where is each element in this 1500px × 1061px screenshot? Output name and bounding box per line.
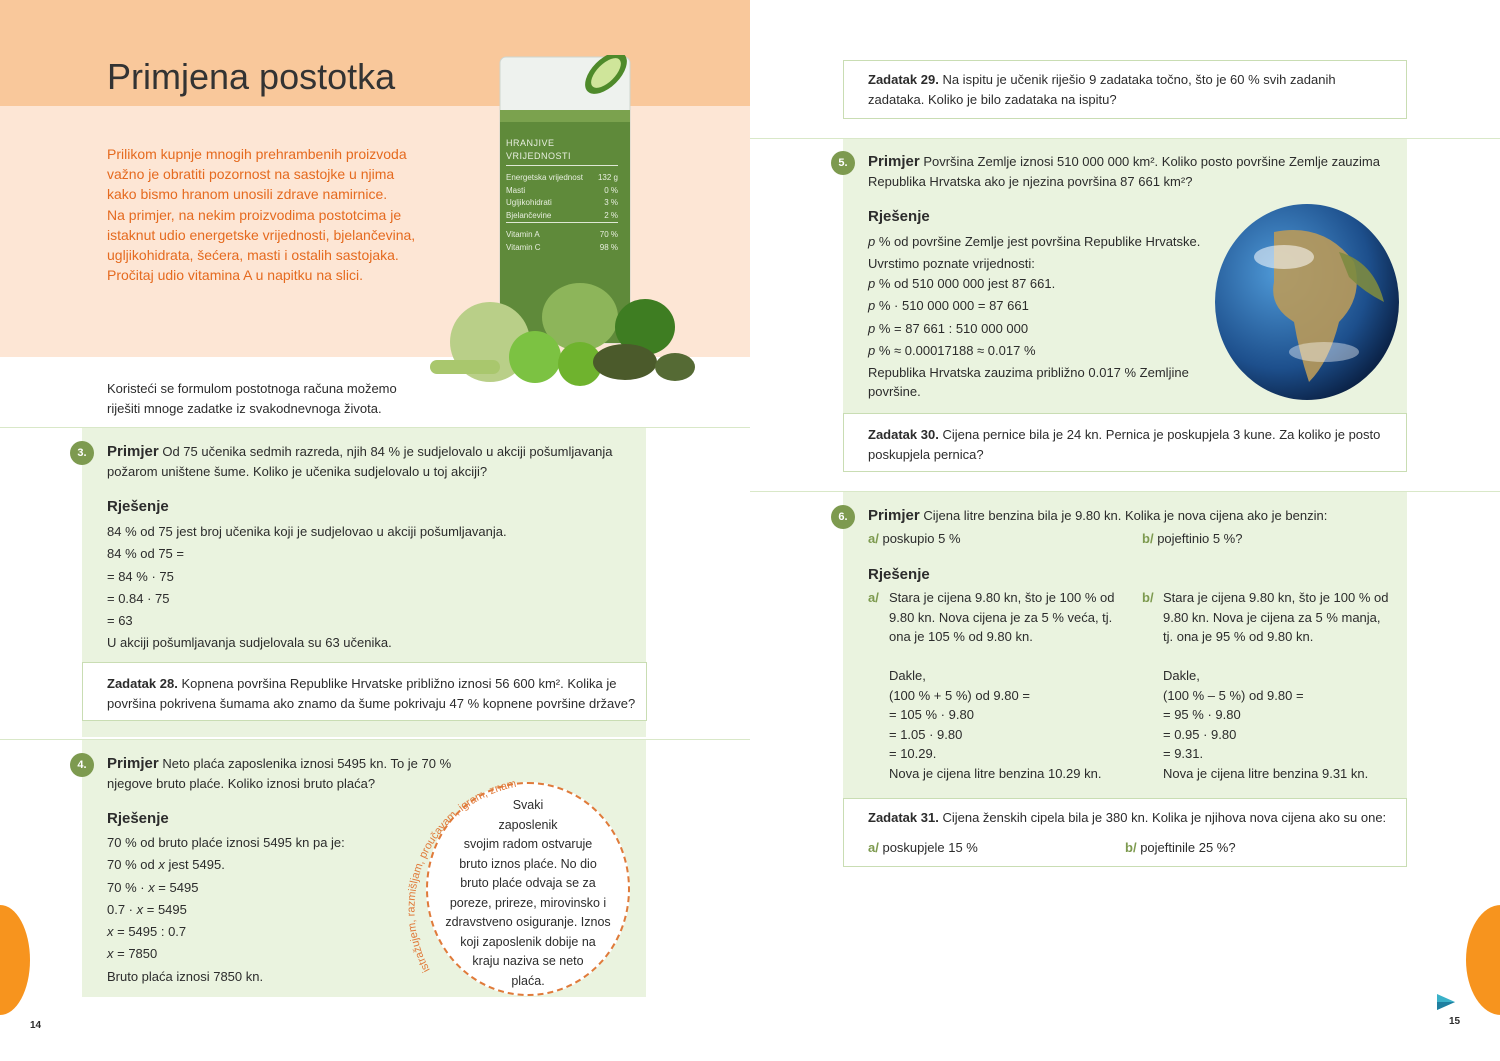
nutrition-row: Energetska vrijednost 132 g — [506, 173, 618, 182]
solution-line: U akciji pošumljavanja sudjelovala su 63 učenika. — [107, 635, 392, 651]
example-text: Cijena litre benzina bila je 9.80 kn. Kolika je nova cijena ako je benzin: — [923, 508, 1328, 523]
bubble-text — [428, 796, 628, 991]
intro-text — [107, 144, 415, 285]
lead-line: Koristeći se formulom postotnoga računa možemo — [107, 381, 397, 396]
bubble-line: kraju naziva se neto — [472, 954, 584, 968]
nutrition-row: Bjelančevine 2 % — [506, 210, 618, 224]
question-b: b/ pojeftinio 5 %? — [1142, 531, 1243, 546]
bubble-line: Svaki — [512, 798, 544, 812]
question-a: a/ poskupio 5 % — [868, 531, 961, 546]
example-number-badge: 4. — [70, 753, 94, 777]
task-28-text — [107, 674, 642, 714]
answer-b: Stara je cijena 9.80 kn, što je 100 % od 9.80 kn. Nova je cijena za 5 % manja, tj. ona je 95 % od 9.80 kn. Dakle, (100 % – 5 %) od 9.80 = = 95 % · 9.80 = 0.95 · 9.80 = 9.31. Nova je cijena litre benzina 9.31 kn. — [1163, 590, 1389, 781]
example-text: Republika Hrvatska ako je njezina površina 87 661 km²? — [868, 174, 1193, 189]
page-number: 15 — [1449, 1016, 1461, 1027]
example-label: Primjer — [868, 507, 920, 524]
example-text: Površina Zemlje iznosi 510 000 000 km². Koliko posto površine Zemlje zauzima — [923, 154, 1380, 169]
answer-a-label: a/ — [868, 590, 879, 605]
task-text: Na ispitu je učenik riješio 9 zadataka točno, što je 60 % svih zadanih — [942, 72, 1336, 87]
solution-line: 0.7 · x = 5495 — [107, 901, 187, 917]
vegetables-icon — [430, 282, 700, 387]
task-label: Zadatak 28. — [107, 676, 178, 691]
example-6-question — [868, 506, 1327, 526]
example-label: Primjer — [868, 153, 920, 170]
solution-line: p % od 510 000 000 jest 87 661. — [868, 275, 1056, 291]
task-text: poskupjela pernica? — [868, 447, 984, 462]
lead-text — [107, 379, 397, 419]
answer-b-label: b/ — [1142, 590, 1154, 605]
task-text: Cijena pernice bila je 24 kn. Pernica je poskupjela 3 kune. Za koliko je posto — [942, 427, 1381, 442]
bubble-line: svojim radom ostvaruje — [463, 837, 593, 851]
task-30-text — [868, 425, 1398, 465]
intro-line: istaknut udio energetske vrijednosti, bjelančevina, — [107, 226, 416, 243]
intro-line: Prilikom kupnje mnogih prehrambenih proizvoda — [107, 146, 407, 162]
task-29-text — [868, 70, 1398, 110]
example-number-badge: 6. — [831, 505, 855, 529]
intro-line: Pročitaj udio vitamina A u napitku na slici. — [107, 267, 364, 284]
solution-line: x = 5495 : 0.7 — [107, 924, 187, 940]
bubble-line: bruto plaće odvaja se za — [460, 876, 596, 890]
intro-line: važno je obratiti pozornost na sastojke u njima — [107, 166, 395, 183]
task-label: Zadatak 31. — [868, 810, 939, 825]
nutrition-heading: HRANJIVE VRIJEDNOSTI — [506, 137, 618, 166]
solution-heading: Rješenje — [868, 208, 930, 225]
page-number: 14 — [30, 1020, 42, 1031]
solution-line: = 0.84 · 75 — [107, 590, 170, 606]
example-text: Od 75 učenika sedmih razreda, njih 84 % je sudjelovalo u akciji pošumljavanja — [162, 444, 613, 459]
solution-line: 84 % od 75 jest broj učenika koji je sudjelovao u akciji pošumljavanja. — [107, 524, 507, 539]
bubble-line: plaća. — [511, 973, 545, 988]
example-text: požarom uništene šume. Koliko je učenika sudjelovalo u toj akciji? — [107, 464, 488, 479]
task-31-b: b/ pojeftinile 25 %? — [1125, 840, 1236, 855]
task-label: Zadatak 29. — [868, 72, 939, 87]
nutrition-row: Ugljikohidrati 3 % — [506, 198, 618, 207]
solution-line: p % = 87 661 : 510 000 000 — [868, 320, 1029, 336]
solution-line: p % · 510 000 000 = 87 661 — [868, 298, 1029, 313]
solution-line: Republika Hrvatska zauzima približno 0.017 % Zemljine — [868, 364, 1189, 380]
task-text: površina pokrivena šumama ako znamo da šume pokrivaju 47 % kopnene površine države? — [107, 696, 636, 711]
solution-heading: Rješenje — [107, 810, 169, 827]
nutrition-row: Vitamin A 70 % — [506, 230, 618, 239]
solution-line: = 84 % · 75 — [107, 568, 174, 584]
example-number-badge: 3. — [70, 441, 94, 465]
solution-line: Uvrstimo poznate vrijednosti: — [868, 255, 1035, 271]
example-text: njegove bruto plaće. Koliko iznosi bruto plaća? — [107, 776, 376, 791]
lead-line: riješiti mnoge zadatke iz svakodnevnoga života. — [107, 401, 382, 416]
left-corner-circle — [0, 905, 30, 1015]
example-text: Neto plaća zaposlenika iznosi 5495 kn. To je 70 % — [162, 756, 452, 771]
example-number-badge: 5. — [831, 151, 855, 175]
solution-line: p % ≈ 0.00017188 ≈ 0.017 % — [868, 343, 1036, 358]
task-31-a: a/ poskupjele 15 % — [868, 840, 978, 855]
task-31-text — [868, 808, 1398, 828]
example-3-question — [107, 442, 637, 482]
nutrition-label — [506, 137, 618, 254]
intro-line: ugljikohidrata, šećera, masti i ostalih sastojaka. — [107, 247, 399, 264]
bubble-line: bruto iznos plaće. No dio — [459, 856, 597, 871]
solution-line: površine. — [868, 383, 921, 399]
nutrition-row: Masti 0 % — [506, 185, 618, 195]
vegetables-image — [430, 282, 700, 387]
solution-line: 70 % · x = 5495 — [107, 879, 199, 895]
example-3-solution — [107, 521, 507, 655]
answer-a: Stara je cijena 9.80 kn, što je 100 % od 9.80 kn. Nova cijena je za 5 % veća, tj. ona je 105 % od 9.80 kn. Dakle, (100 % + 5 %) od 9.80 = = 105 % · 9.80 = 1.05 · 9.80 = 10.29. Nova je cijena litre benzina 10.29 kn. — [889, 590, 1115, 781]
solution-heading: Rješenje — [868, 566, 930, 583]
solution-line: x = 7850 — [107, 946, 158, 962]
bubble-line: zdravstveno osiguranje. Iznos — [445, 915, 611, 929]
earth-image — [1214, 202, 1400, 402]
solution-line: p % od površine Zemlje jest površina Republike Hrvatske. — [868, 234, 1201, 249]
solution-line: 84 % od 75 = — [107, 546, 184, 562]
bubble-line: zaposlenik — [498, 817, 558, 832]
bubble-line: poreze, prireze, mirovinsko i — [449, 895, 607, 910]
example-5-solution — [868, 231, 1200, 401]
example-label: Primjer — [107, 755, 159, 772]
solution-line: Bruto plaća iznosi 7850 kn. — [107, 968, 264, 984]
play-logo-icon — [1435, 992, 1457, 1015]
task-label: Zadatak 30. — [868, 427, 939, 442]
earth-globe-icon — [1214, 202, 1400, 402]
solution-line: 70 % od x jest 5495. — [107, 857, 225, 873]
solution-line: = 63 — [107, 613, 133, 629]
example-label: Primjer — [107, 443, 159, 460]
task-text: zadataka. Koliko je bilo zadataka na ispitu? — [868, 92, 1117, 107]
right-corner-circle — [1466, 905, 1500, 1015]
nutrition-row: Vitamin C 98 % — [506, 242, 618, 252]
page-title: Primjena postotka — [107, 56, 396, 97]
intro-line: Na primjer, na nekim proizvodima postotcima je — [107, 206, 402, 223]
solution-line: 70 % od bruto plaće iznosi 5495 kn pa je: — [107, 835, 345, 850]
bubble-line: koji zaposlenik dobije na — [460, 934, 596, 949]
task-text: Kopnena površina Republike Hrvatske približno iznosi 56 600 km². Kolika je — [181, 676, 617, 691]
bubble-arc-label: istražujem, razmišljam, proučavam, igram, znam — [405, 777, 518, 975]
solution-heading: Rješenje — [107, 498, 169, 515]
task-text: Cijena ženskih cipela bila je 380 kn. Kolika je njihova nova cijena ako su one: — [942, 810, 1387, 825]
example-5-question — [868, 152, 1398, 192]
example-4-solution — [107, 832, 345, 988]
intro-line: kako bismo hranom unosili zdrave namirnice. — [107, 186, 388, 203]
